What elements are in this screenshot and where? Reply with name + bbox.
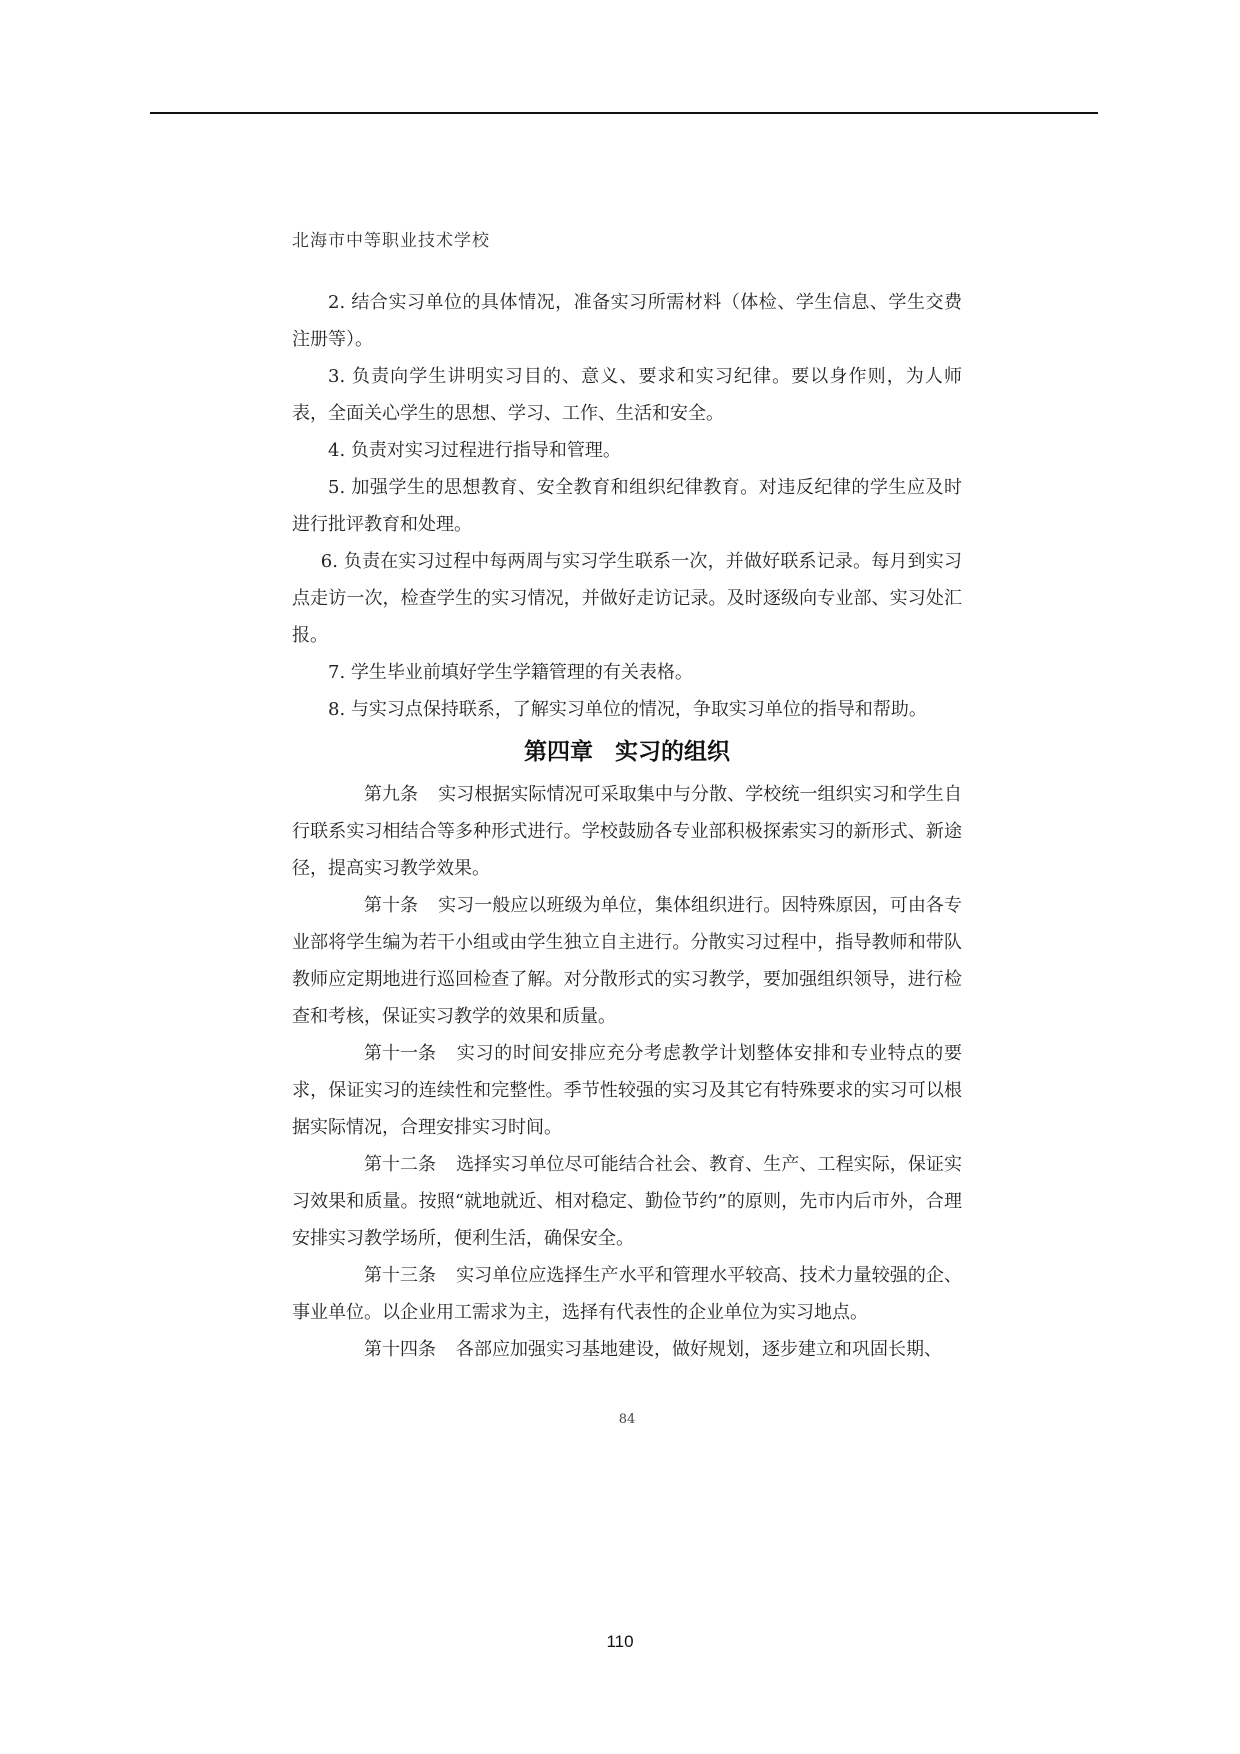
article	[292, 1146, 962, 1257]
article-text: 实习一般应以班级为单位，集体组织进行。因特殊原因，可由各专业部将学生编为若干小组或由学生独立自主进行。分散实习过程中，指导教师和带队教师应定期地进行巡回检查了解。对分散形式的实习教学，要加强组织领导，进行检查和考核，保证实习教学的效果和质量。	[292, 895, 962, 1027]
article	[292, 776, 962, 887]
document-body	[292, 284, 962, 1368]
chapter-title: 实习的组织	[615, 739, 730, 765]
school-header: 北海市中等职业技术学校	[292, 231, 490, 251]
article-text: 各部应加强实习基地建设，做好规划，逐步建立和巩固长期、	[456, 1339, 942, 1360]
article-number: 第九条	[364, 784, 418, 805]
chapter-number: 第四章	[524, 739, 593, 765]
list-item: 7. 学生毕业前填好学生学籍管理的有关表格。	[328, 662, 693, 683]
list-item: 4. 负责对实习过程进行指导和管理。	[328, 440, 621, 461]
list-item: 8. 与实习点保持联系，了解实习单位的情况，争取实习单位的指导和帮助。	[328, 699, 927, 720]
list-item: 3. 负责向学生讲明实习目的、意义、要求和实习纪律。要以身作则，为人师表，全面关心学生的思想、学习、工作、生活和安全。	[292, 366, 962, 424]
article-number: 第十二条	[364, 1154, 436, 1175]
article-text: 实习根据实际情况可采取集中与分散、学校统一组织实习和学生自行联系实习相结合等多种形式进行。学校鼓励各专业部积极探索实习的新形式、新途径，提高实习教学效果。	[292, 784, 962, 879]
article-number: 第十四条	[364, 1339, 436, 1360]
list-item: 6. 负责在实习过程中每两周与实习学生联系一次，并做好联系记录。每月到实习点走访一次，检查学生的实习情况，并做好走访记录。及时逐级向专业部、实习处汇报。	[292, 551, 962, 646]
list-item: 2. 结合实习单位的具体情况，准备实习所需材料（体检、学生信息、学生交费注册等）。	[292, 292, 962, 350]
page-number: 110	[606, 1632, 634, 1651]
top-rule	[150, 112, 1098, 114]
chapter-heading	[292, 732, 962, 772]
article-text: 实习单位应选择生产水平和管理水平较高、技术力量较强的企、事业单位。以企业用工需求为主，选择有代表性的企业单位为实习地点。	[292, 1265, 962, 1323]
article	[292, 887, 962, 1035]
article	[292, 1331, 962, 1368]
article	[292, 1035, 962, 1146]
article-number: 第十三条	[364, 1265, 436, 1286]
article	[292, 1257, 962, 1331]
list-item: 5. 加强学生的思想教育、安全教育和组织纪律教育。对违反纪律的学生应及时进行批评教育和处理。	[292, 477, 962, 535]
article-text: 选择实习单位尽可能结合社会、教育、生产、工程实际，保证实习效果和质量。按照“就地就近、相对稳定、勤俭节约”的原则，先市内后市外，合理安排实习教学场所，便利生活，确保安全。	[292, 1154, 962, 1249]
inner-page-number: 84	[618, 1412, 636, 1427]
article-text: 实习的时间安排应充分考虑教学计划整体安排和专业特点的要求，保证实习的连续性和完整性。季节性较强的实习及其它有特殊要求的实习可以根据实际情况，合理安排实习时间。	[292, 1043, 962, 1138]
article-number: 第十一条	[364, 1043, 436, 1064]
article-number: 第十条	[364, 895, 418, 916]
